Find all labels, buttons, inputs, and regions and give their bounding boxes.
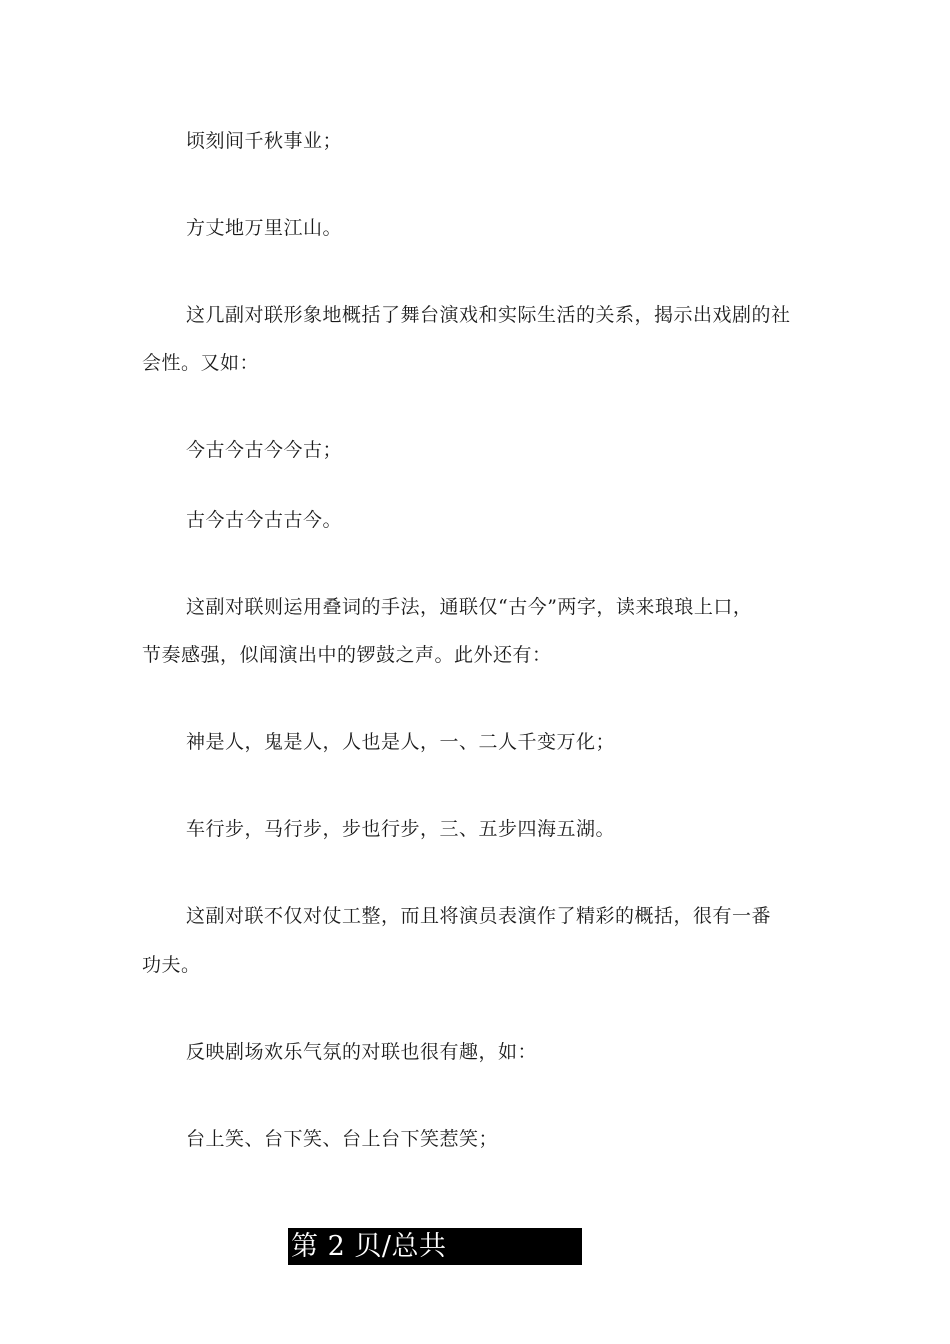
paragraph-line: 会性。又如： xyxy=(142,352,260,374)
couplet-line-6: 车行步，马行步，步也行步，三、五步四海五湖。 xyxy=(186,818,616,840)
couplet-line-4: 古今古今古古今。 xyxy=(186,509,343,531)
paragraph-line: 这副对联则运用叠词的手法，通联仅“古今”两字，读来琅琅上口， xyxy=(186,596,753,618)
page-number-label: 第 2 贝/总共 xyxy=(291,1231,447,1262)
couplet-line-3: 今古今古今今古； xyxy=(186,439,343,461)
paragraph-line: 反映剧场欢乐气氛的对联也很有趣，如： xyxy=(186,1041,538,1063)
paragraph-line: 这几副对联形象地概括了舞台演戏和实际生活的关系，揭示出戏剧的社 xyxy=(186,304,791,326)
paragraph-line: 功夫。 xyxy=(142,954,201,976)
couplet-line-2: 方丈地万里江山。 xyxy=(186,217,343,239)
couplet-line-1: 顷刻间千秋事业； xyxy=(186,130,343,152)
paragraph-line: 节奏感强，似闻演出中的锣鼓之声。此外还有： xyxy=(142,644,552,666)
couplet-line-5: 神是人，鬼是人，人也是人，一、二人千变万化； xyxy=(186,731,616,753)
paragraph-line: 这副对联不仅对仗工整，而且将演员表演作了精彩的概括，很有一番 xyxy=(186,905,772,927)
couplet-line-7: 台上笑、台下笑、台上台下笑惹笑； xyxy=(186,1128,499,1150)
